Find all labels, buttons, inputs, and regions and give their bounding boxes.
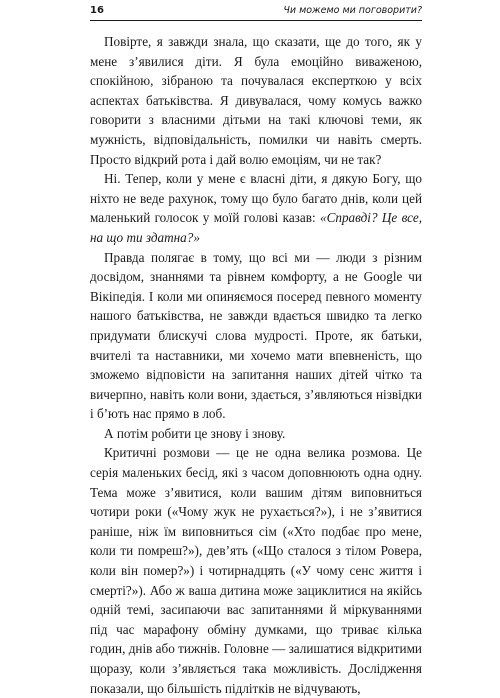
paragraph-text: Правда полягає в тому, що всі ми — люди з різним досвідом, знаннями та рівнем комфорту, а не Google чи Вікіпедія. І коли ми опиняємося посеред певного моменту нашого батьківства, не завжди вдається швидко та легко придумати блискучі слова мудрості. Проте, як батьки, вчителі та наставники, ми хочемо мати впевненість, що зможемо відповісти на запитання наших дітей чітко та вичерпно, навіть коли вони, здається, з’являються нізвідки і б’ють нас прямо в лоб. [90,249,422,422]
page-number: 16 [90,4,104,16]
inner-voice-quote: «Справді? Це все, на що ти здатна?» [90,210,422,245]
page-body [90,32,422,698]
running-title: Чи можемо ми поговорити? [283,4,422,16]
paragraph [90,169,422,247]
paragraph-text: Критичні розмови — це не одна велика розмова. Це серія маленьких бесід, які з часом доповнюють одна одну. Тема може з’явитися, коли вашим дітям виповниться чотири роки («Чому жук не рухається?»), і не з’явитися раніше, ніж їм виповниться сім («Хто подбає про мене, коли ти помреш?»), дев’ять («Що сталося з тілом Ровера, коли він помер?») і чотирнадцять («У чому сенс життя і смерті?»). Або ж ваша дитина може зациклитися на якійсь одній темі, засипаючи вас запитаннями й міркуваннями під час марафону обміну думками, що триває кілька годин, днів або тижнів. Головне — залишатися відкритими щоразу, коли з’являється така можливість. Дослідження показали, що більшість підлітків не відчувають, [90,445,422,696]
paragraph [90,32,422,169]
paragraph-text: А потім робити це знову і знову. [104,425,286,441]
paragraph-text: Повірте, я завжди знала, що сказати, ще до того, як у мене з’явилися діти. Я була емоційно виваженою, спокійною, зібраною та почувалася експерткою у всіх аспектах батьківства. Я дивувалася, чому комусь важко говорити з власними дітьми на такі ключові теми, як мужність, відповідальність, помилки чи навіть смерть. Просто відкрий рота і дай волю емоціям, чи не так? [90,34,422,167]
paragraph [90,443,422,698]
page-header [90,0,422,21]
paragraph [90,248,422,424]
paragraph [90,424,422,444]
paragraph-text: Ні. Тепер, коли у мене є власні діти, я дякую Богу, що ніхто не веде рахунок, тому що було багато днів, коли цей маленький голосок у моїй голові казав: [90,171,422,226]
